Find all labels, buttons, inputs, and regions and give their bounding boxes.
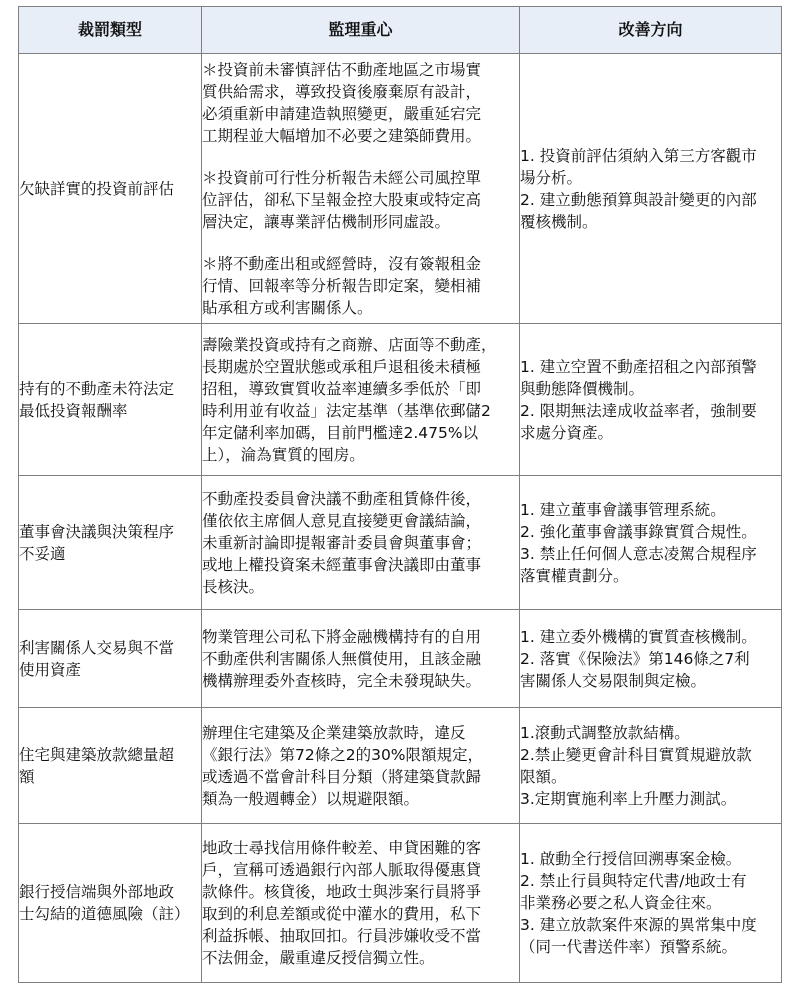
- direction-line: 落實權責劃分。: [520, 566, 629, 585]
- table-row: [19, 610, 782, 708]
- header-supervision-focus: 監理重心: [202, 7, 520, 54]
- focus-line: 未重新討論即提報審計委員會與董事會；: [202, 533, 482, 552]
- focus-line: 行情、回報率等分析報告即定案，變相補: [202, 276, 482, 295]
- penalty-type-line: 欠缺詳實的投資前評估: [19, 179, 175, 198]
- direction-line: 非業務必要之私人資金往來。: [520, 894, 722, 912]
- improvement-direction-cell: [520, 54, 782, 324]
- focus-line: 必須重新申請建造執照變更，嚴重延宕完: [202, 104, 482, 123]
- penalty-type-cell: [19, 54, 202, 324]
- penalty-type-line: 持有的不動產未符法定: [19, 379, 175, 398]
- focus-line: 工期程並大幅增加不必要之建築師費用。: [202, 126, 482, 145]
- penalty-type-line: 使用資產: [19, 660, 82, 679]
- penalty-type-line: 不妥適: [19, 544, 66, 563]
- focus-line: 層決定，讓專業評估機制形同虛設。: [202, 212, 451, 231]
- focus-line: 上），淪為實質的囤房。: [202, 445, 365, 464]
- focus-line: 不法佣金，嚴重違反授信獨立性。: [202, 949, 435, 967]
- direction-line: 1. 建立董事會議事管理系統。: [520, 500, 726, 519]
- header-penalty-type: 裁罰類型: [19, 7, 202, 54]
- header-row: [19, 7, 782, 54]
- regulatory-penalty-table: [18, 6, 782, 983]
- focus-line: 不動產供利害關係人無償使用，且該金融: [202, 649, 482, 668]
- focus-item: [202, 59, 519, 147]
- penalty-type-line: 住宅與建築放款總量超: [19, 745, 175, 764]
- direction-line: 3. 建立放款案件來源的異常集中度: [520, 916, 757, 934]
- penalty-type-cell: [19, 708, 202, 824]
- focus-line: 取到的利息差額或從中灌水的費用，私下: [202, 905, 482, 923]
- focus-line: 或透過不當會計科目分類（將建築貸款歸: [202, 767, 482, 786]
- header-improvement-direction: 改善方向: [520, 7, 782, 54]
- focus-line: ＊投資前可行性分析報告未經公司風控單: [202, 168, 482, 187]
- penalty-type-line: 銀行授信端與外部地政: [19, 883, 175, 901]
- direction-line: 害關係人交易限制與定檢。: [520, 671, 707, 690]
- focus-item: [202, 253, 519, 319]
- focus-line: ＊將不動產出租或經營時，沒有簽報租金: [202, 254, 482, 273]
- supervision-focus-cell: [202, 708, 520, 824]
- paragraph-gap: [202, 233, 519, 253]
- table-row: [19, 824, 782, 983]
- focus-line: 僅依依主席個人意見直接變更會議結論，: [202, 511, 482, 530]
- direction-line: （同一代書送件率）預警系統。: [520, 938, 738, 956]
- improvement-direction-cell: [520, 610, 782, 708]
- penalty-type-cell: [19, 824, 202, 983]
- direction-line: 2. 禁止行員與特定代書/地政士有: [520, 872, 747, 890]
- focus-line: 質供給需求，導致投資後廢棄原有設計，: [202, 82, 482, 101]
- penalty-type-cell: [19, 610, 202, 708]
- focus-line: 戶，宣稱可透過銀行內部人脈取得優惠貸: [202, 861, 482, 879]
- improvement-direction-cell: [520, 476, 782, 610]
- focus-line: 長期處於空置狀態或承租戶退租後未積極: [202, 357, 482, 376]
- paragraph-gap: [202, 147, 519, 167]
- table-row: [19, 476, 782, 610]
- direction-line: 場分析。: [520, 168, 583, 187]
- focus-line: 招租，導致實質收益率連續多季低於「即: [202, 379, 482, 398]
- direction-line: 2. 落實《保險法》第146條之7利: [520, 649, 750, 668]
- direction-line: 1. 投資前評估須納入第三方客觀市: [520, 146, 757, 165]
- direction-line: 1. 建立委外機構的實質查核機制。: [520, 627, 757, 646]
- focus-line: 利益拆帳、抽取回扣。行員涉嫌收受不當: [202, 927, 482, 945]
- focus-line: 機構辦理委外查核時，完全未發現缺失。: [202, 671, 482, 690]
- table-row: [19, 54, 782, 324]
- penalty-type-cell: [19, 324, 202, 476]
- direction-line: 限額。: [520, 767, 567, 786]
- supervision-focus-cell: [202, 54, 520, 324]
- penalty-type-line: 董事會決議與決策程序: [19, 522, 175, 541]
- improvement-direction-cell: [520, 324, 782, 476]
- supervision-focus-cell: [202, 476, 520, 610]
- supervision-focus-cell: [202, 610, 520, 708]
- improvement-direction-cell: [520, 824, 782, 983]
- focus-line: 年定儲利率加碼，目前門檻達2.475%以: [202, 423, 479, 442]
- direction-line: 2. 限期無法達成收益率者，強制要: [520, 401, 757, 420]
- penalty-type-line: 額: [19, 767, 35, 786]
- focus-line: 長核決。: [202, 577, 265, 596]
- supervision-focus-cell: [202, 324, 520, 476]
- direction-line: 2. 強化董事會議事錄實質合規性。: [520, 522, 757, 541]
- focus-line: 或地上權投資案未經董事會決議即由董事: [202, 555, 482, 574]
- supervision-focus-cell: [202, 824, 520, 983]
- penalty-type-cell: [19, 476, 202, 610]
- penalty-type-line: 士勾結的道德風險（註）: [19, 905, 190, 923]
- focus-line: 辦理住宅建築及企業建築放款時，違反: [202, 723, 466, 742]
- direction-line: 覆核機制。: [520, 212, 598, 231]
- focus-line: 款條件。核貸後，地政士與涉案行員將爭: [202, 883, 482, 901]
- focus-line: 不動產投委員會決議不動產租賃條件後，: [202, 489, 482, 508]
- improvement-direction-cell: [520, 708, 782, 824]
- penalty-type-line: 利害關係人交易與不當: [19, 638, 175, 657]
- focus-line: 時利用並有收益」法定基準（基準依郵儲2: [202, 401, 491, 420]
- focus-line: 貼承租方或利害關係人。: [202, 298, 373, 317]
- focus-line: 壽險業投資或持有之商辦、店面等不動產，: [202, 335, 497, 354]
- focus-item: [202, 167, 519, 233]
- focus-line: 位評估，卻私下呈報金控大股東或特定高: [202, 190, 482, 209]
- penalty-type-line: 最低投資報酬率: [19, 401, 128, 420]
- focus-line: 地政士尋找信用條件較差、申貸困難的客: [202, 839, 482, 857]
- focus-line: 物業管理公司私下將金融機構持有的自用: [202, 627, 482, 646]
- direction-line: 2. 建立動態預算與設計變更的內部: [520, 190, 757, 209]
- focus-line: 《銀行法》第72條之2的30%限額規定，: [202, 745, 484, 764]
- direction-line: 求處分資產。: [520, 423, 614, 442]
- direction-line: 1.滾動式調整放款結構。: [520, 723, 690, 742]
- table-row: [19, 708, 782, 824]
- direction-line: 1. 建立空置不動產招租之內部預警: [520, 357, 757, 376]
- focus-line: ＊投資前未審慎評估不動產地區之市場實: [202, 60, 482, 79]
- table-row: [19, 324, 782, 476]
- direction-line: 1. 啟動全行授信回溯專案金檢。: [520, 850, 742, 868]
- focus-line: 類為一般週轉金）以規避限額。: [202, 789, 420, 808]
- direction-line: 3. 禁止任何個人意志凌駕合規程序: [520, 544, 757, 563]
- direction-line: 2.禁止變更會計科目實質規避放款: [520, 745, 752, 764]
- direction-line: 3.定期實施利率上升壓力測試。: [520, 789, 737, 808]
- direction-line: 與動態降價機制。: [520, 379, 645, 398]
